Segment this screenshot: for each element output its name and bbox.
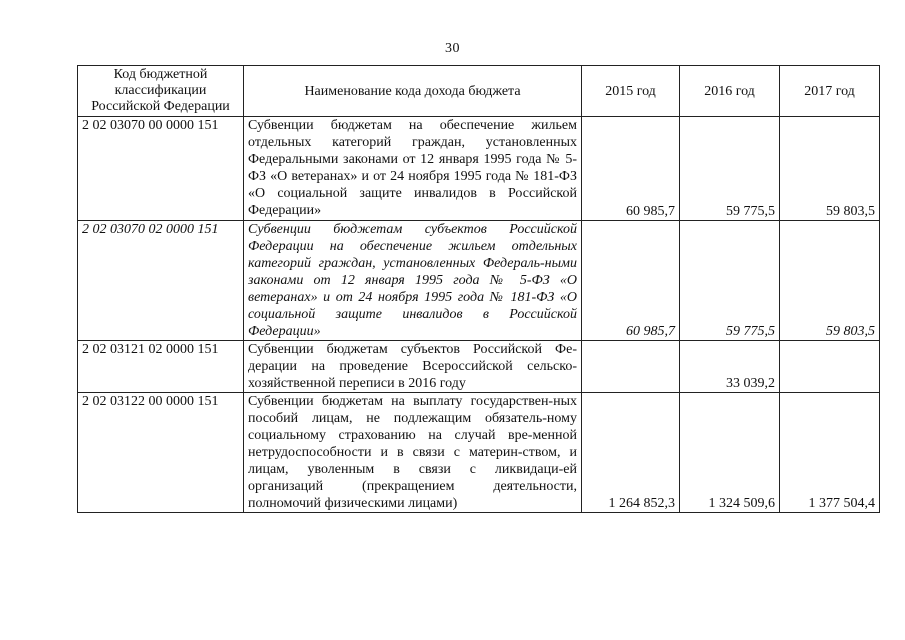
budget-revenue-table [77,65,880,513]
row-value-2017: 59 803,5 [780,117,880,221]
table-header-row [78,66,880,117]
row-code: 2 02 03070 00 0000 151 [78,117,244,221]
row-value-2016: 33 039,2 [680,341,780,393]
row-code: 2 02 03121 02 0000 151 [78,341,244,393]
row-code: 2 02 03122 00 0000 151 [78,393,244,513]
header-2016: 2016 год [680,66,780,117]
page-number: 30 [445,41,460,56]
row-value-2015: 60 985,7 [582,117,680,221]
row-value-2017 [780,341,880,393]
row-name: Субвенции бюджетам субъектов Российской Фе-дерации на проведение Всероссийской сельско-хозяйственной переписи в 2016 году [244,341,582,393]
row-value-2016: 59 775,5 [680,221,780,341]
row-value-2016: 59 775,5 [680,117,780,221]
row-name: Субвенции бюджетам субъектов Российской Федерации на обеспечение жильем отдельных категорий граждан, установленных Федераль-ными законами от 12 января 1995 года № 5-ФЗ «О ветеранах» и от 24 ноября 1995 года № 181-ФЗ «О социальной защите инвалидов в Российской Федерации» [244,221,582,341]
row-value-2015: 60 985,7 [582,221,680,341]
row-value-2015: 1 264 852,3 [582,393,680,513]
header-2017: 2017 год [780,66,880,117]
row-value-2017: 59 803,5 [780,221,880,341]
table-row [78,341,880,393]
header-2015: 2015 год [582,66,680,117]
table-row [78,393,880,513]
table-row [78,221,880,341]
table-row [78,117,880,221]
row-name: Субвенции бюджетам на выплату государствен-ных пособий лицам, не подлежащим обязатель-ному социальному страхованию на случай вре-менной нетрудоспособности и в связи с материн-ством, и лицам, уволенным в связи с ликвидаци-ей организаций (прекращением деятельности, полномочий физическими лицами) [244,393,582,513]
row-code: 2 02 03070 02 0000 151 [78,221,244,341]
row-value-2017: 1 377 504,4 [780,393,880,513]
row-name: Субвенции бюджетам на обеспечение жильем отдельных категорий граждан, установленных Федеральными законами от 12 января 1995 года № 5-ФЗ «О ветеранах» и от 24 ноября 1995 года № 181-ФЗ «О социальной защите инвалидов в Российской Федерации» [244,117,582,221]
header-code: Код бюджетной классификации Российской Федерации [78,66,244,117]
header-name: Наименование кода дохода бюджета [244,66,582,117]
row-value-2015 [582,341,680,393]
row-value-2016: 1 324 509,6 [680,393,780,513]
